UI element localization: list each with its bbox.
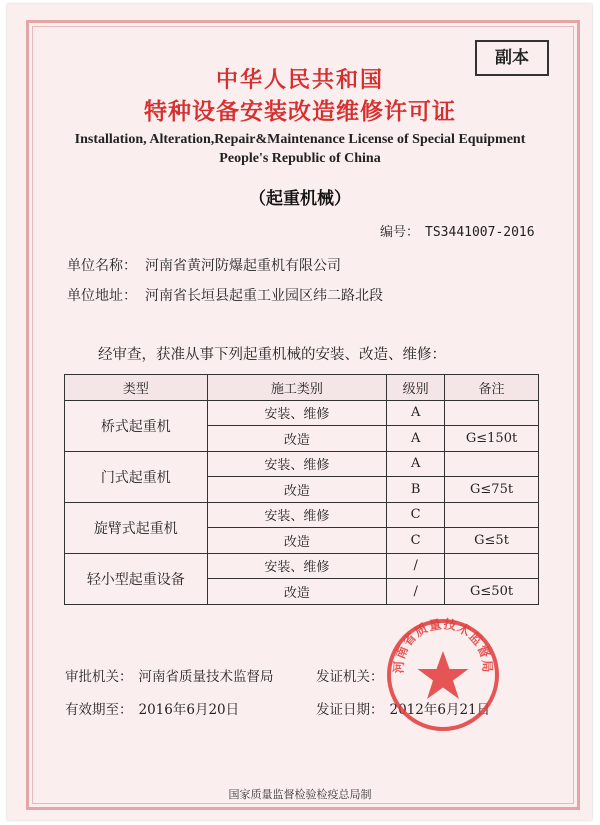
work-category: 安装、维修 [207,502,387,528]
remarks: G≤150t [445,426,539,452]
serial-number [380,221,535,240]
issue-date-value: 2012年6月21日 [389,702,491,718]
title-country: 中华人民共和国 [215,68,384,93]
remarks: G≤5t [445,528,539,554]
work-category: 改造 [207,426,387,452]
table-row [65,553,539,579]
level: A [387,451,445,477]
issuing-authority [316,665,384,685]
unit-address-row [67,285,383,305]
equipment-type: 轻小型起重设备 [65,553,208,604]
remarks [445,553,539,579]
work-category: 安装、维修 [207,451,387,477]
level: B [387,477,445,503]
english-country: People's Republic of China [219,151,381,166]
unit-name-label: 单位名称： [67,258,137,274]
header-level: 级别 [387,375,445,401]
remarks: G≤75t [445,477,539,503]
official-seal-icon [385,617,501,733]
svg-text:河南省质量技术监督局: 河南省质量技术监督局 [390,617,496,674]
unit-name-row [67,255,341,275]
level: / [387,553,445,579]
work-category: 安装、维修 [207,553,387,579]
work-category: 改造 [207,579,387,605]
unit-name-value: 河南省黄河防爆起重机有限公司 [145,258,341,274]
unit-address-value: 河南省长垣县起重工业园区纬二路北段 [145,288,383,304]
english-title: Installation, Alteration,Repair&Maintenance License of Special Equipment [74,132,526,147]
table-row [65,502,539,528]
issuer-footer: 国家质量监督检验检疫总局制 [228,788,372,801]
work-category: 改造 [207,477,387,503]
table-header-row [65,375,539,401]
header-work-category: 施工类别 [207,375,387,401]
equipment-category: （起重机械） [249,189,351,209]
serial-value: TS3441007-2016 [425,225,535,240]
validity-value: 2016年6月20日 [138,702,240,718]
table-row [65,400,539,426]
remarks [445,400,539,426]
header-remarks: 备注 [445,375,539,401]
equipment-type: 桥式起重机 [65,400,208,451]
license-scope-table [64,374,539,605]
title-license: 特种设备安装改造维修许可证 [144,99,456,125]
equipment-type: 门式起重机 [65,451,208,502]
level: A [387,400,445,426]
approval-authority [65,665,274,685]
issuer-label: 发证机关： [316,669,384,685]
remarks [445,451,539,477]
approval-label: 审批机关： [65,669,133,685]
level: A [387,426,445,452]
level: C [387,528,445,554]
remarks [445,502,539,528]
level: / [387,579,445,605]
approval-intro: 经审查，获准从事下列起重机械的安装、改造、维修： [98,347,446,363]
remarks: G≤50t [445,579,539,605]
copy-mark: 副本 [475,40,549,76]
level: C [387,502,445,528]
equipment-type: 旋臂式起重机 [65,502,208,553]
work-category: 安装、维修 [207,400,387,426]
validity [65,698,239,718]
validity-label: 有效期至： [65,702,133,718]
unit-address-label: 单位地址： [67,288,137,304]
table-row [65,451,539,477]
serial-label: 编号： [380,225,420,240]
approval-value: 河南省质量技术监督局 [138,669,274,685]
work-category: 改造 [207,528,387,554]
issue-date-label: 发证日期： [316,702,384,718]
header-type: 类型 [65,375,208,401]
